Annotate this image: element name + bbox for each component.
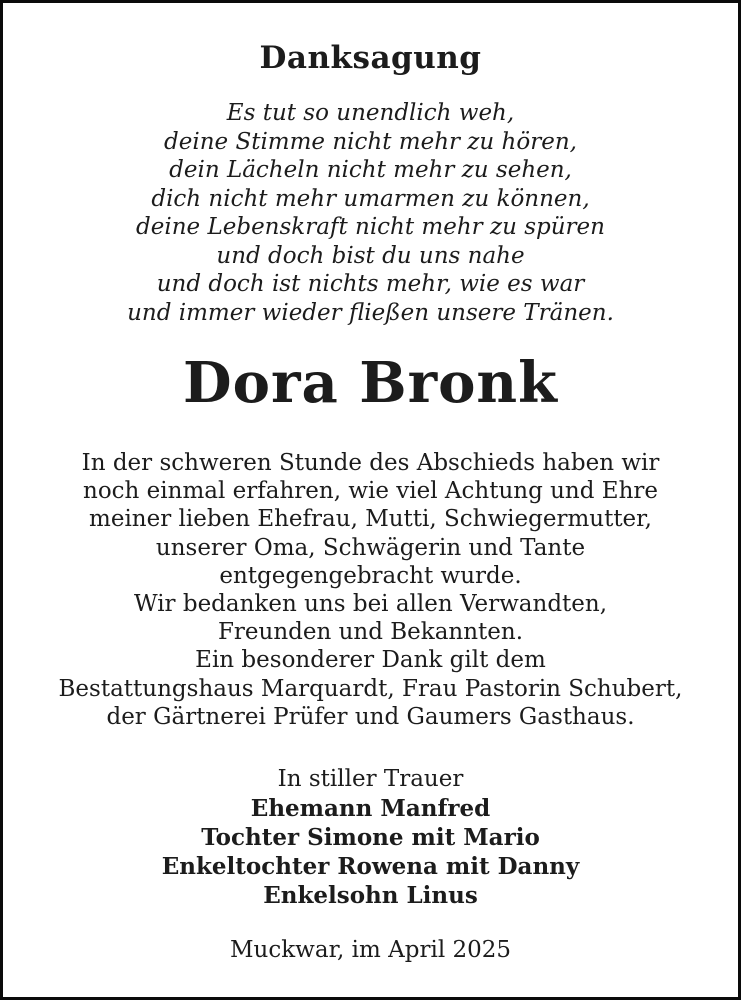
mourner-line: Ehemann Manfred xyxy=(250,795,491,823)
poem-line: Es tut so unendlich weh, xyxy=(226,100,515,126)
place-and-date: Muckwar, im April 2025 xyxy=(229,937,512,964)
acknowledgment-line: In der schweren Stunde des Abschieds haben wir xyxy=(81,450,660,476)
poem-line: und immer wieder fließen unsere Tränen. xyxy=(127,299,614,326)
poem-line: und doch bist du uns nahe xyxy=(216,242,525,269)
memorial-poem xyxy=(3,99,738,327)
acknowledgment-line: der Gärtnerei Prüfer und Gaumers Gasthaus. xyxy=(106,703,635,730)
mourner-line: Enkeltochter Rowena mit Danny xyxy=(161,853,580,881)
notice-title: Danksagung xyxy=(259,40,482,76)
poem-line: dich nicht mehr umarmen zu können, xyxy=(151,185,590,212)
mourner-line: Tochter Simone mit Mario xyxy=(201,824,540,852)
poem-line: und doch ist nichts mehr, wie es war xyxy=(156,271,585,297)
acknowledgment-line: entgegengebracht wurde. xyxy=(219,562,522,589)
acknowledgment-line: Freunden und Bekannten. xyxy=(217,619,524,646)
acknowledgment-line: Wir bedanken uns bei allen Verwandten, xyxy=(133,591,608,618)
acknowledgment-line: Bestattungshaus Marquardt, Frau Pastorin Schubert, xyxy=(58,675,683,702)
acknowledgment-line: unserer Oma, Schwägerin und Tante xyxy=(155,534,586,561)
poem-line: deine Lebenskraft nicht mehr zu spüren xyxy=(136,214,605,240)
acknowledgment-line: noch einmal erfahren, wie viel Achtung und Ehre xyxy=(83,478,658,505)
deceased-name: Dora Bronk xyxy=(183,350,558,416)
acknowledgment-line: meiner lieben Ehefrau, Mutti, Schwiegermutter, xyxy=(89,506,652,533)
closing-intro: In stiller Trauer xyxy=(277,766,464,793)
closing-section xyxy=(3,765,738,910)
acknowledgment-line: Ein besonderer Dank gilt dem xyxy=(195,647,546,674)
poem-line: dein Lächeln nicht mehr zu sehen, xyxy=(169,157,572,183)
mourner-line: Enkelsohn Linus xyxy=(263,882,478,910)
poem-line: deine Stimme nicht mehr zu hören, xyxy=(164,128,577,155)
acknowledgment-text xyxy=(3,449,738,731)
